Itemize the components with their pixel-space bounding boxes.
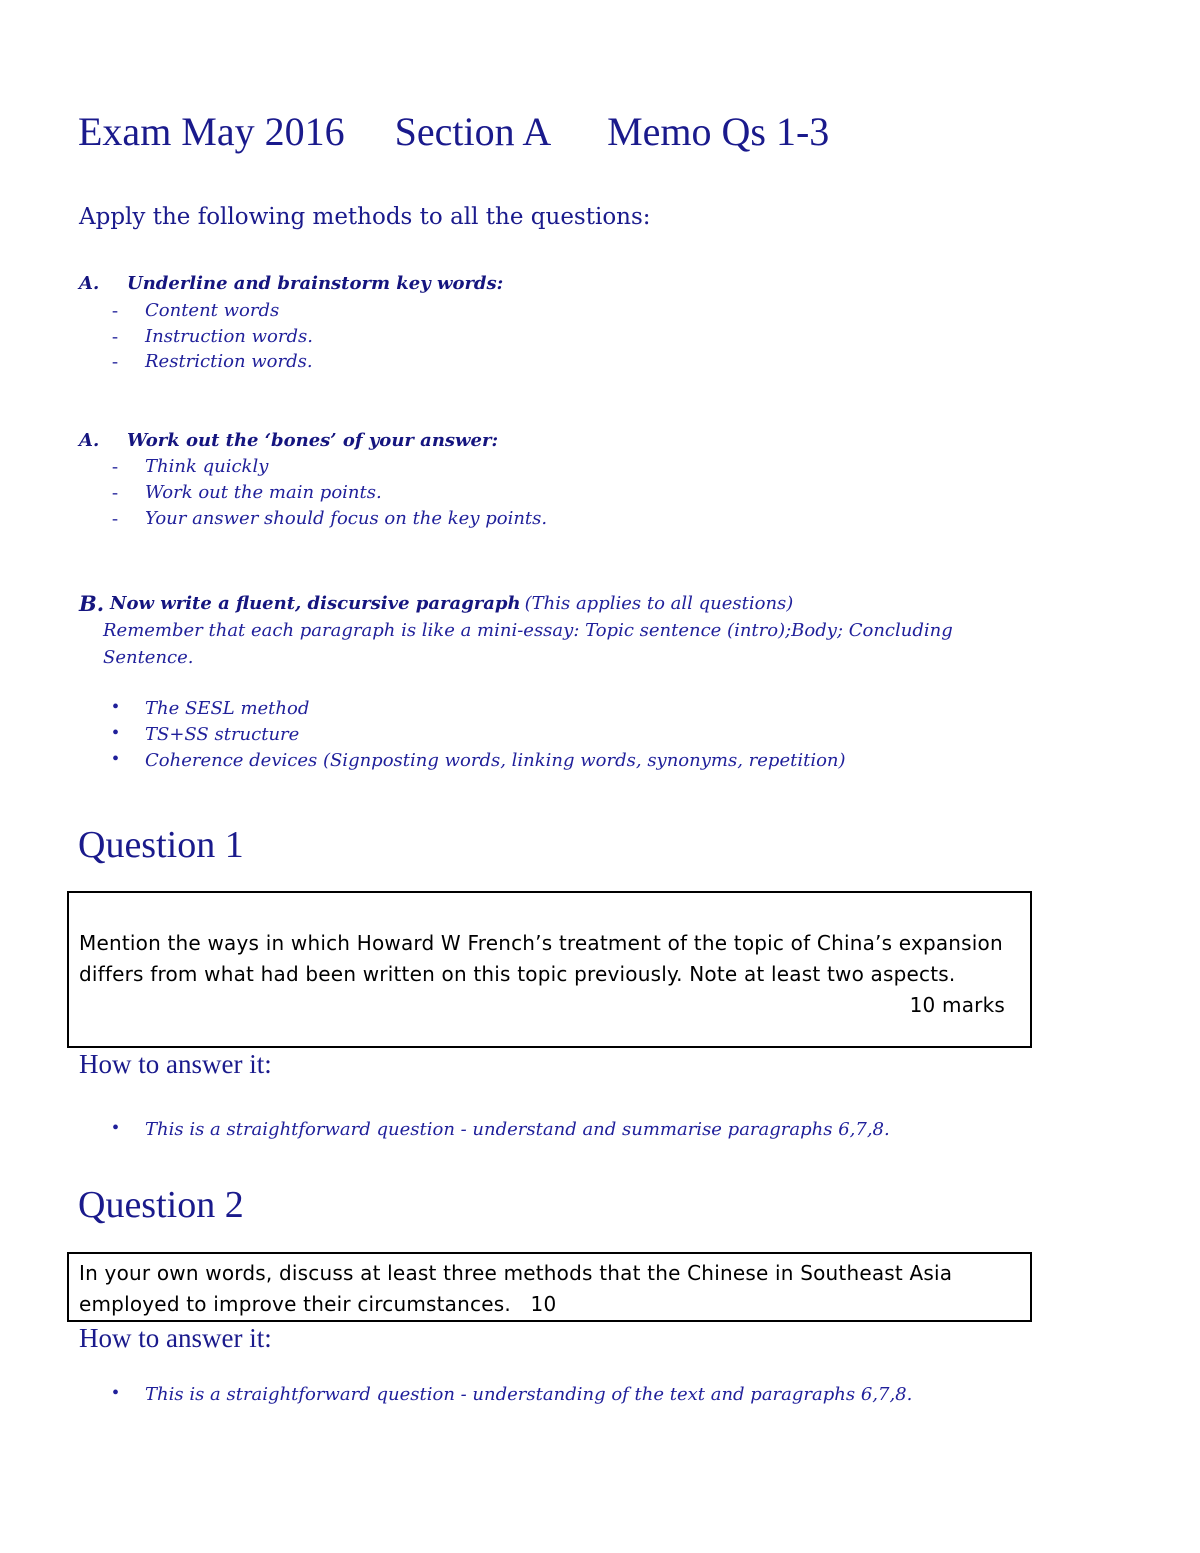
- method-a2-item: Think quickly: [145, 456, 269, 477]
- method-b-bullet: TS+SS structure: [145, 724, 300, 745]
- method-b-heading-line: [110, 593, 793, 614]
- question-1-tip: This is a straightforward question - understand and summarise paragraphs 6,7,8.: [145, 1119, 890, 1140]
- question-2-heading: Question 2: [78, 1184, 244, 1226]
- page-title: [78, 108, 829, 155]
- method-a2-letter: A.: [79, 430, 100, 451]
- method-b-letter: B.: [79, 591, 105, 616]
- bullet-icon: •: [112, 1117, 120, 1139]
- method-b-note: (This applies to all questions): [524, 593, 794, 614]
- method-b-bullet: The SESL method: [145, 698, 310, 719]
- intro-text: Apply the following methods to all the questions:: [79, 204, 651, 230]
- dash-icon: -: [112, 326, 118, 346]
- question-2-tip: This is a straightforward question - understanding of the text and paragraphs 6,7,8.: [145, 1384, 913, 1405]
- method-a2-item: Your answer should focus on the key points.: [145, 508, 548, 529]
- dash-icon: -: [112, 508, 118, 528]
- method-b-line1: Remember that each paragraph is like a mini-essay: Topic sentence (intro);Body; Concluding: [103, 620, 953, 641]
- title-memo: Memo Qs 1-3: [607, 109, 830, 154]
- bullet-icon: •: [112, 696, 120, 718]
- question-1-box: [67, 891, 1032, 1048]
- title-exam: Exam May 2016: [78, 109, 345, 154]
- dash-icon: -: [112, 456, 118, 476]
- question-2-howto: How to answer it:: [79, 1323, 272, 1353]
- method-a1-heading: Underline and brainstorm key words:: [127, 273, 504, 294]
- method-a1-item: Instruction words.: [145, 326, 313, 347]
- bullet-icon: •: [112, 748, 120, 770]
- question-2-line2: employed to improve their circumstances. 10: [79, 1292, 557, 1316]
- method-a1-item: Content words: [145, 300, 280, 321]
- question-1-line1: Mention the ways in which Howard W French’s treatment of the topic of China’s expansion: [79, 931, 1003, 955]
- method-a1-letter: A.: [79, 273, 100, 294]
- question-2-line1: In your own words, discuss at least three methods that the Chinese in Southeast Asia: [79, 1261, 953, 1285]
- question-1-howto: How to answer it:: [79, 1049, 272, 1079]
- question-2-box: [67, 1252, 1032, 1322]
- method-b-heading: Now write a fluent, discursive paragraph: [110, 593, 521, 614]
- question-1-heading: Question 1: [78, 824, 244, 866]
- bullet-icon: •: [112, 722, 120, 744]
- dash-icon: -: [112, 482, 118, 502]
- method-a2-heading: Work out the ‘bones’ of your answer:: [127, 430, 499, 451]
- dash-icon: -: [112, 300, 118, 320]
- question-1-line2: differs from what had been written on this topic previously. Note at least two aspects.: [79, 962, 956, 986]
- dash-icon: -: [112, 351, 118, 371]
- method-a2-item: Work out the main points.: [145, 482, 382, 503]
- method-b-line2: Sentence.: [103, 647, 194, 668]
- method-b-bullet: Coherence devices (Signposting words, linking words, synonyms, repetition): [145, 750, 846, 771]
- title-section: Section A: [394, 109, 550, 154]
- bullet-icon: •: [112, 1382, 120, 1404]
- question-1-marks: 10 marks: [909, 993, 1005, 1017]
- method-a1-item: Restriction words.: [145, 351, 313, 372]
